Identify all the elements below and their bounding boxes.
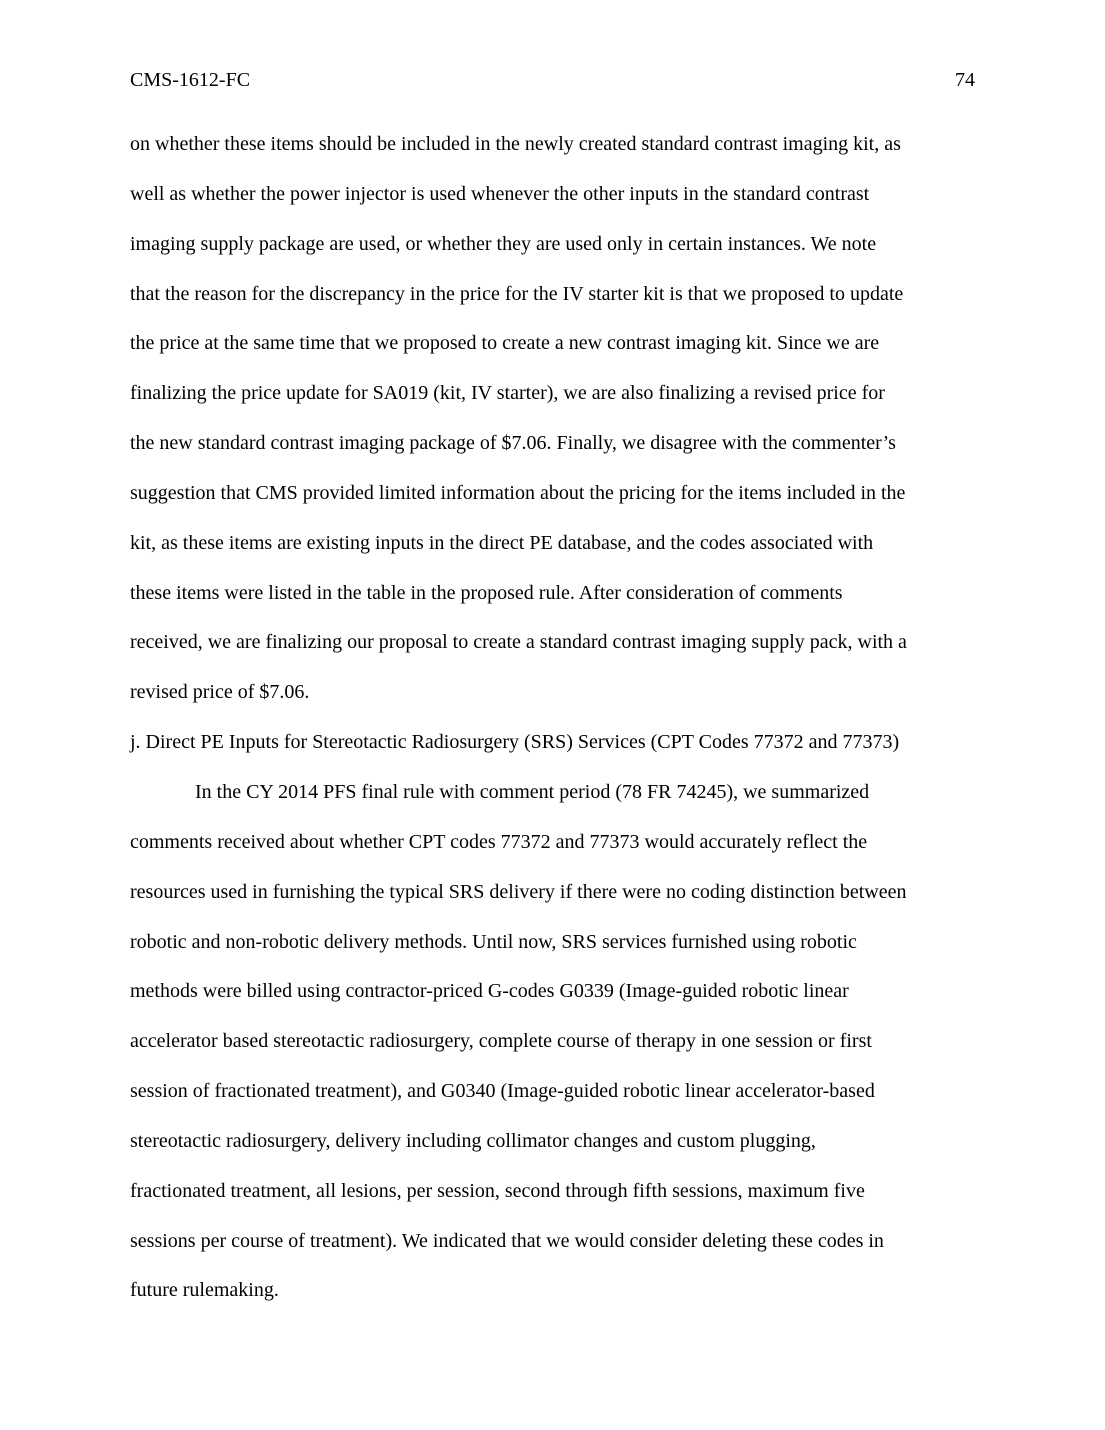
text-line: fractionated treatment, all lesions, per session, second through fifth sessions, maximum five [130,1179,865,1202]
text-line: the new standard contrast imaging package of $7.06. Finally, we disagree with the commenter’s [130,432,896,455]
text-line: comments received about whether CPT codes 77372 and 77373 would accurately reflect the [130,830,868,853]
text-line: robotic and non-robotic delivery methods. Until now, SRS services furnished using robotic [130,930,857,953]
text-line: imaging supply package are used, or whether they are used only in certain instances. We note [130,232,877,255]
text-line: received, we are finalizing our proposal to create a standard contrast imaging supply pack, with a [130,631,907,654]
text-line: resources used in furnishing the typical SRS delivery if there were no coding distinction between [130,880,907,903]
document-id: CMS-1612-FC [130,69,251,91]
text-line: revised price of $7.06. [130,681,310,704]
text-line: future rulemaking. [130,1279,279,1302]
text-line: these items were listed in the table in the proposed rule. After consideration of comments [130,581,843,604]
text-line: well as whether the power injector is used whenever the other inputs in the standard contrast [130,182,870,205]
text-line: that the reason for the discrepancy in the price for the IV starter kit is that we proposed to update [130,282,904,305]
text-line: methods were billed using contractor-priced G-codes G0339 (Image-guided robotic linear [130,980,849,1003]
paragraph-first-line: In the CY 2014 PFS final rule with comment period (78 FR 74245), we summarized [195,780,870,803]
text-line: suggestion that CMS provided limited information about the pricing for the items included in the [130,481,906,504]
text-line: sessions per course of treatment). We indicated that we would consider deleting these codes in [130,1229,884,1252]
text-line: on whether these items should be included in the newly created standard contrast imaging kit, as [130,133,901,155]
text-line: kit, as these items are existing inputs in the direct PE database, and the codes associated with [130,531,874,554]
body-text [130,130,975,1326]
text-line: the price at the same time that we proposed to create a new contrast imaging kit. Since we are [130,332,880,355]
page-number: 74 [955,69,975,91]
text-line: session of fractionated treatment), and G0340 (Image-guided robotic linear accelerator-based [130,1080,875,1103]
section-heading: j. Direct PE Inputs for Stereotactic Radiosurgery (SRS) Services (CPT Codes 77372 and 77373) [130,731,900,754]
text-line: accelerator based stereotactic radiosurgery, complete course of therapy in one session or first [130,1030,872,1053]
text-line: stereotactic radiosurgery, delivery including collimator changes and custom plugging, [130,1129,816,1152]
text-line: finalizing the price update for SA019 (kit, IV starter), we are also finalizing a revised price for [130,382,885,405]
